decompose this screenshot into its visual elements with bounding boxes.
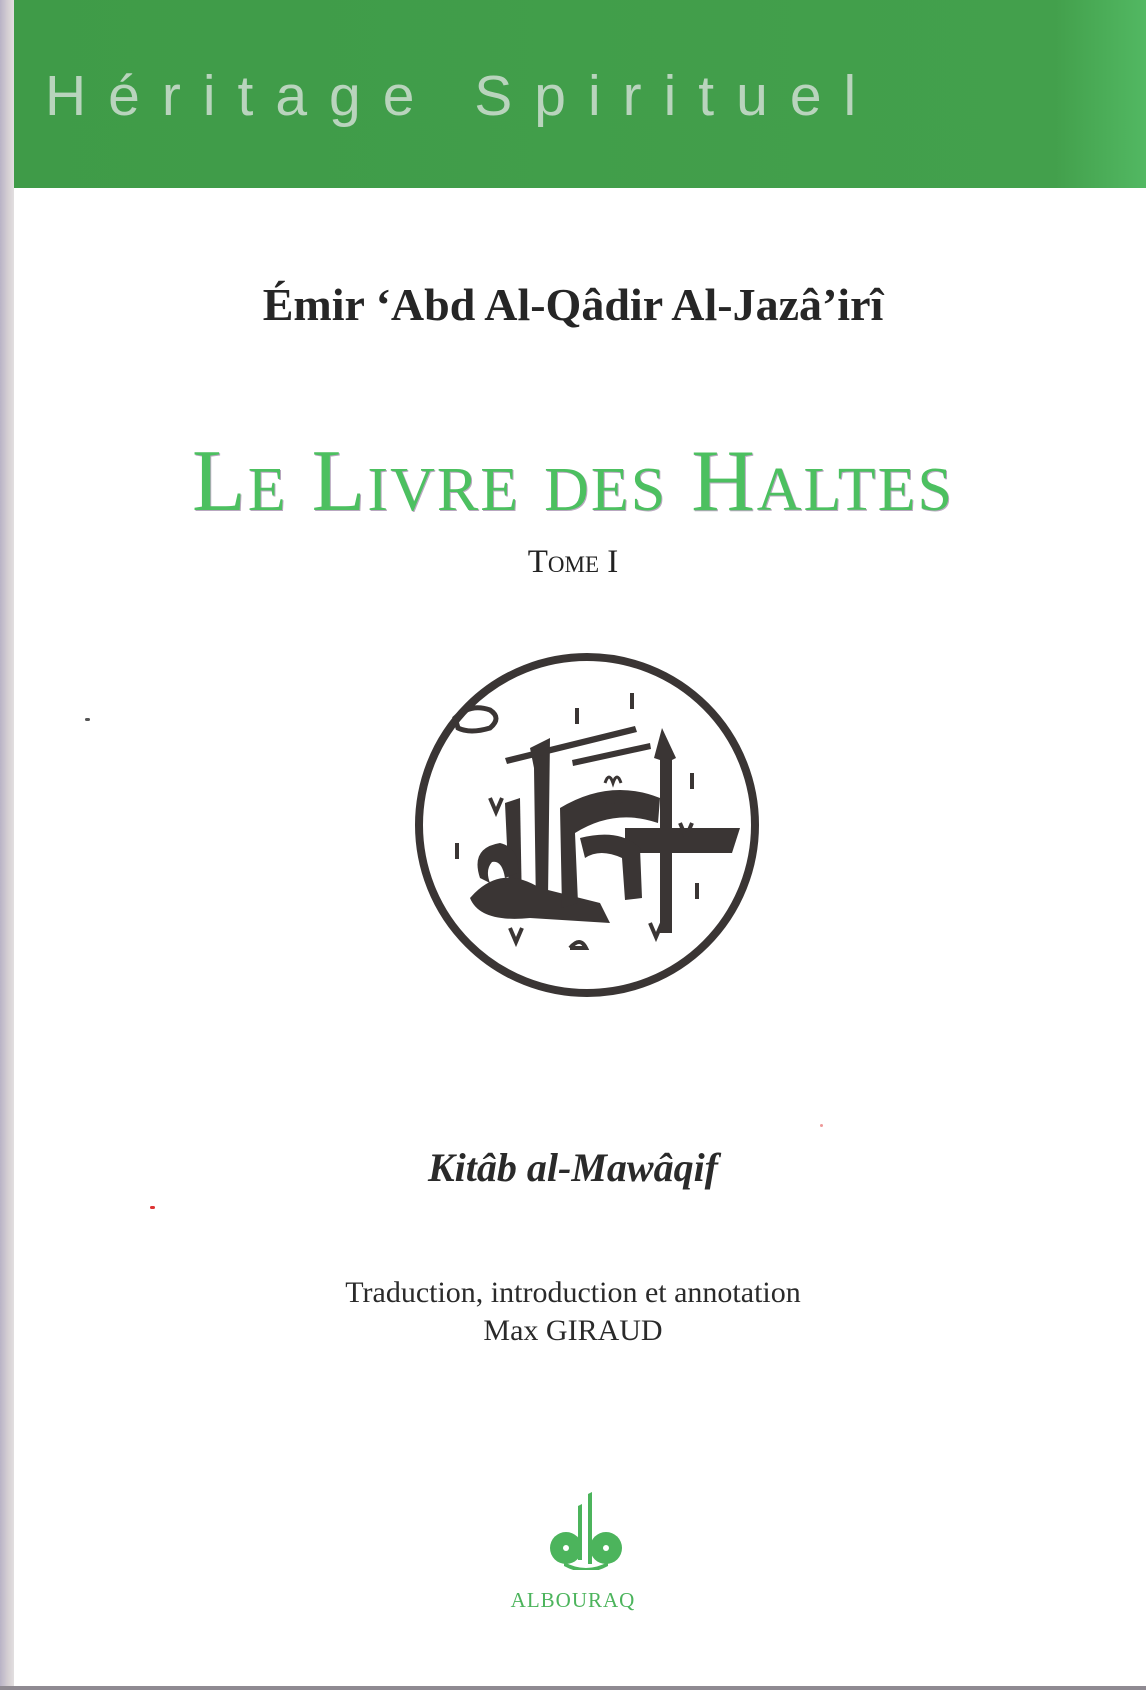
credits-block — [0, 1274, 1146, 1350]
publisher-logo-icon — [544, 1490, 628, 1570]
book-title: Le Livre des Haltes — [192, 433, 954, 530]
scan-speck — [820, 1124, 823, 1127]
scan-speck — [150, 1206, 155, 1209]
translator-name: Max GIRAUD — [483, 1314, 663, 1347]
bottom-edge-shadow — [0, 1686, 1146, 1690]
series-name: Héritage Spirituel — [45, 64, 879, 128]
arabic-subtitle: Kitâb al-Mawâqif — [427, 1145, 719, 1190]
calligraphy-emblem-icon — [410, 648, 764, 1002]
publisher-name: ALBOURAQ — [510, 1588, 636, 1612]
volume-label: Tome I — [527, 544, 619, 580]
spine-shadow — [0, 0, 14, 1690]
author-name: Émir ‘Abd Al-Qâdir Al-Jazâ’irî — [262, 279, 884, 330]
scan-speck — [85, 718, 90, 721]
credit-line: Traduction, introduction et annotation — [345, 1276, 801, 1309]
